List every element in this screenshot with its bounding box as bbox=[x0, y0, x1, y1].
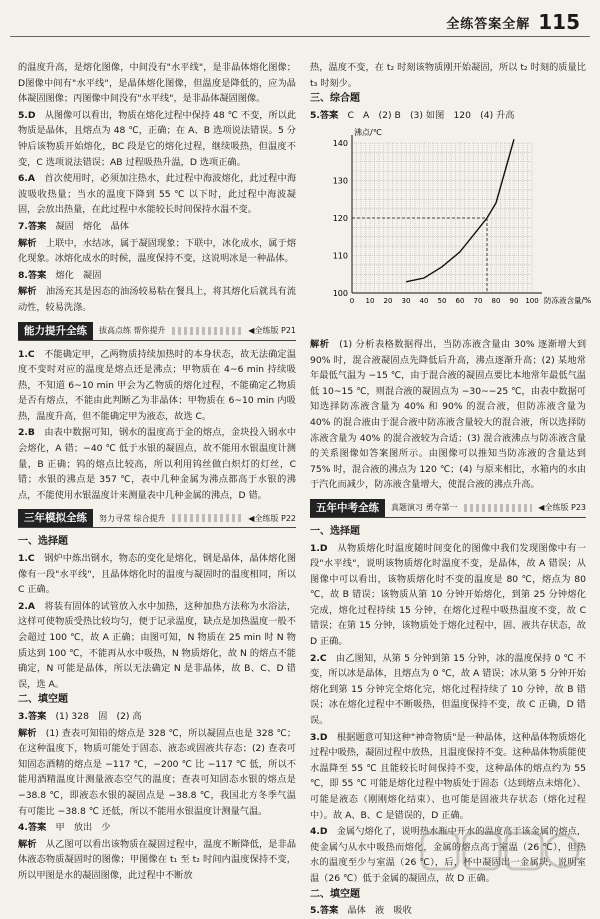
item-text: (1) 查表可知铅的熔点是 328 ℃，所以凝固点也是 328 ℃；在这种温度下，物质可能处于固态、液态或固液共存态；(2) 查表可知固态酒精的熔点是 −117 ℃，−200 ℃ 比 −117 ℃ 低，所以不能用酒精温度计测量液态空气的温度；查表可知固态水银的熔点是 −38.8 ℃，即液态水银的凝固点是 −38.8 ℃，我国北方冬季气温有可能比 −38.8 ℃ 还低，所以不能用水银温度计测量气温。 bbox=[18, 727, 297, 817]
answer-item bbox=[18, 726, 296, 820]
answer-item bbox=[310, 541, 586, 650]
chart-svg bbox=[310, 127, 592, 327]
answer-item bbox=[310, 651, 586, 729]
item-text: 根据题意可知这种"神奇物质"是一种晶体，这种晶体物质熔化过程中吸热，凝固过程中放热，且温度保持不变。这种晶体物质能使水温降至 55 ℃ 且能较长时间保持不变，这种晶体的熔点约为 55 ℃，即 55 ℃ 可能是熔化过程中物质处于固态（达到熔点未熔化）、可能是液态（刚刚熔化结束）、也可能是固液共存状态（熔化过程中）。故 A、B、C 是错误的，D 正确。 bbox=[310, 731, 587, 821]
item-tag: 解析 bbox=[18, 237, 37, 249]
banner-subtitle: 真题演习 勇夺第一 bbox=[391, 503, 458, 513]
section-heading: 三、综合题 bbox=[310, 93, 360, 105]
banner-decoration bbox=[172, 514, 243, 522]
banner-decoration bbox=[464, 504, 533, 512]
section-banner-five-year bbox=[310, 499, 586, 518]
item-tag: 4.答案 bbox=[18, 822, 47, 834]
x-tick-label: 70 bbox=[473, 297, 483, 306]
item-text: 从物质熔化时温度随时间变化的图像中我们发现图像中有一段"水平线"，说明该物质熔化时温度不变，是晶体，故 A 错误；从图像中可以看出，该物质熔化时不变的温度是 80 ℃，熔点为 80 ℃，故 B 错误；该物质从第 10 分钟开始熔化，到第 25 分钟熔化完成，熔化过程持续 15 分钟，在熔化过程中吸热温度不变，故 C 错误；在第 15 分钟，该物质处于熔化过程中，固、液共存状态，故 D 正确。 bbox=[310, 542, 587, 648]
item-text: 熔化 凝固 bbox=[55, 269, 102, 281]
series-line bbox=[406, 140, 514, 282]
answer-item bbox=[18, 820, 296, 836]
x-tick-label: 50 bbox=[437, 297, 447, 306]
item-tag: 5.答案 bbox=[310, 109, 339, 121]
section-heading: 一、选择题 bbox=[310, 525, 360, 537]
banner-title: 五年中考全练 bbox=[310, 499, 385, 517]
item-tag: 6.A bbox=[18, 173, 35, 185]
watermark-logo bbox=[420, 829, 580, 875]
item-text: 从乙图可以看出该物质在凝固过程中，温度不断降低，是非晶体液态物质凝固时的图像；甲图像在 t₁ 至 t₂ 时间内温度保持不变，所以甲图是水的凝固图像，此过程中不断放 bbox=[18, 838, 297, 881]
item-text: 将装有固体的试管放入水中加热，这种加热方法称为水浴法，这样可使物质受热比较均匀，便于记录温度，缺点是加热温度一般不会超过 100 ℃，故 A 正确；由图可知，N 物质在 25 min 时 N 物质达到 100 ℃，不能再从水中吸热，N 物质熔化，故 N 的熔点不能确定，N 可能是晶体，所以无法确定 N 是非晶体，故 B、C、D 错误，选 A。 bbox=[18, 600, 297, 690]
x-tick-label: 90 bbox=[509, 297, 519, 306]
item-tag: 3.答案 bbox=[18, 710, 47, 722]
item-text: 首次使用时，必须加注热水，此过程中海波熔化，此过程中海波吸收热量；当水的温度下降到 55 ℃ 以下时，此过程中海波凝固，会放出热量，在此过程中水能较长时间保持水温不变。 bbox=[18, 173, 297, 216]
section-heading: 二、填空题 bbox=[18, 694, 68, 706]
right-top-para: 热，温度不变，在 t₂ 时刻该物质刚开始凝固，所以 t₂ 时刻的质量比 t₃ 时刻少。 bbox=[310, 62, 586, 89]
section-banner-three-year bbox=[18, 509, 296, 528]
y-tick-label: 140 bbox=[332, 139, 348, 149]
item-text: 油汤充其是因态的油汤较易粘在餐具上，将其熔化后就具有流动性，较易洗涤。 bbox=[18, 286, 297, 313]
answer-item bbox=[310, 730, 586, 824]
item-tag: 5.D bbox=[18, 109, 36, 121]
y-tick-label: 110 bbox=[332, 251, 348, 261]
item-tag: 解析 bbox=[18, 838, 37, 850]
section-heading: 一、选择题 bbox=[18, 536, 68, 548]
x-tick-label: 0 bbox=[349, 297, 355, 306]
item-text: 上联中，水结冰，属于凝固现象；下联中，冰化成水，属于熔化现象。冰熔化成水的时候，温度保持不变，这说明冰是一种晶体。 bbox=[18, 237, 297, 265]
item-tag: 1.C bbox=[18, 348, 35, 360]
answer-item bbox=[310, 108, 586, 124]
answer-item bbox=[18, 599, 296, 693]
answer-item bbox=[18, 268, 296, 284]
item-text: 不能确定甲，乙两物质持续加热时的本身状态，故无法确定温度不变时对应的温度是熔点还是沸点；甲物质在 4~6 min 持续吸热，不知道 6~10 min 甲会为乙物质的熔化过程，不能确定乙物质是否有熔点，不能由此判断乙为非晶体；甲物质在 6~10 min 内吸热，温度升高，但不能确定甲为液态，故选 C。 bbox=[18, 348, 297, 422]
left-column bbox=[18, 60, 297, 881]
answer-item bbox=[18, 236, 296, 267]
answer-item bbox=[18, 837, 296, 884]
answer-item bbox=[18, 425, 296, 503]
banner-decoration bbox=[172, 327, 243, 335]
item-text: 由乙图知，从第 5 分钟到第 15 分钟，冰的温度保持 0 ℃ 不变，所以冰是晶体，且熔点为 0 ℃，故 A 错误；冰从第 5 分钟开始熔化到第 15 分钟完全熔化完，熔化过程持续了 10 分钟，故 B 错误；冰在熔化过程中不断吸热，但温度保持不变，故 C 正确，D 错误。 bbox=[310, 652, 586, 727]
x-tick-label: 40 bbox=[419, 297, 429, 306]
banner-ref: ◀全练版 P22 bbox=[248, 513, 296, 523]
page-header bbox=[446, 8, 580, 36]
x-tick-label: 80 bbox=[491, 297, 501, 306]
banner-ref: ◀全练版 P23 bbox=[538, 503, 586, 513]
x-tick-label: 10 bbox=[365, 297, 375, 306]
item-text: C A (2) B (3) 如图 120 (4) 升高 bbox=[347, 109, 515, 121]
item-tag: 7.答案 bbox=[18, 220, 47, 232]
item-tag: 5.答案 bbox=[310, 905, 339, 917]
x-axis-label: 防冻液含量/% bbox=[544, 296, 592, 306]
answer-item bbox=[18, 171, 296, 218]
y-tick-label: 130 bbox=[332, 176, 348, 186]
x-tick-label: 30 bbox=[401, 297, 411, 306]
item-tag: 8.答案 bbox=[18, 269, 47, 281]
x-tick-label: 20 bbox=[383, 297, 393, 306]
answer-item bbox=[310, 337, 586, 493]
item-tag: 3.D bbox=[310, 731, 328, 743]
item-text: 钢炉中炼出钢水，物态的变化是熔化，钢是晶体，晶体熔化图像有一段"水平线"，且晶体熔化时的温度与凝固时的温度相同，所以 C 正确。 bbox=[18, 553, 297, 596]
answer-item bbox=[18, 284, 296, 315]
header-divider bbox=[10, 36, 590, 37]
x-tick-label: 60 bbox=[455, 297, 465, 306]
right-column bbox=[310, 60, 592, 917]
x-tick-label: 100 bbox=[525, 297, 539, 306]
item-tag: 4.D bbox=[310, 826, 328, 838]
page-number: 115 bbox=[538, 10, 580, 34]
y-tick-label: 100 bbox=[332, 289, 348, 299]
item-text: 从图像可以看出，物质在熔化过程中保持 48 ℃ 不变，所以此物质是晶体，且熔点为 48 ℃，正确；在 A、B 选项说法错误。5 分钟后该物质开始熔化，BC 段是它的熔化过程，继续吸热，但温度不变，C 选项说法错误；AB 过程吸热升温，D 选项正确。 bbox=[18, 109, 297, 168]
item-tag: 解析 bbox=[18, 286, 37, 298]
item-tag: 2.C bbox=[310, 652, 327, 664]
item-text: 凝固 熔化 晶体 bbox=[55, 220, 129, 232]
item-text: 金属勺熔化了，说明热水瓶中开水的温度高于该金属的熔点，使金属勺从水中吸热而熔化，金属的熔点高于室温（26 ℃），但热水的温度至少与室温（26 ℃），后，杯中凝固出一金属块，说明室温（26 ℃）低于金属的凝固点，故 D 正确。 bbox=[310, 826, 587, 884]
item-tag: 2.B bbox=[18, 427, 35, 439]
banner-ref: ◀全练版 P21 bbox=[248, 325, 296, 335]
left-top-para: 的温度升高，是熔化图像，中间没有"水平线"，是非晶体熔化图像；D图像中间有"水平线"，是晶体熔化图像，但温度是降低的，应为晶体凝固图像；丙图像中间没有"水平线"，是非晶体凝固图像。 bbox=[18, 62, 296, 105]
answer-item bbox=[18, 709, 296, 725]
item-text: 由表中数据可知，钢水的温度高于金的熔点，金块投入钢水中会熔化，A 错；−40 ℃ 低于水银的凝固点，故不能用水银温度计测量，B 正确；钨的熔点比较高，所以利用钨丝做白炽灯的灯丝，C 错；水银的沸点是 357 ℃，表中几种金属为沸点都高于水银的沸点，不能使用水银温度计来测量表中几种金属的沸点，D 错。 bbox=[18, 427, 297, 501]
banner-subtitle: 拔高点练 帮你提升 bbox=[99, 325, 166, 335]
item-tag: 1.D bbox=[310, 542, 328, 554]
answer-item bbox=[18, 219, 296, 235]
item-tag: 解析 bbox=[18, 727, 37, 739]
banner-title: 三年模拟全练 bbox=[18, 509, 93, 527]
item-tag: 1.C bbox=[18, 553, 35, 565]
y-tick-label: 120 bbox=[332, 214, 348, 224]
boiling-point-chart bbox=[310, 127, 592, 333]
section-heading: 二、填空题 bbox=[310, 888, 360, 900]
item-tag: 解析 bbox=[310, 338, 330, 350]
item-text: (1) 分析表格数据得出，当防冻液含量由 30% 逐渐增大到 90% 时，混合液凝固点先降低后升高，沸点逐渐升高；(2) 某地常年最低气温为 −15 ℃，由于混合液的凝固点要比本地常年最低气温低 10~15 ℃，则混合液的凝固点为 −30~−25 ℃，由表中数据可知选择防冻液含量为 40% 和 90% 的混合液，但防冻液含量为 40% 的混合液由于混合液中防冻液含量较大的混合液，所以选择防冻液含量为 40% 的混合液较为合适；(3) 混合液沸点与防冻液含量的关系图像如答案图所示。由图像可以推知当防冻液的含量达到 75% 时，混合液的沸点为 120 ℃；(4) 与原来相比，水箱内的水由于汽化而减少，防冻液含量增大，使混合液的沸点升高。 bbox=[310, 338, 587, 491]
banner-subtitle: 努力寻常 综合提升 bbox=[99, 513, 166, 523]
answer-item bbox=[18, 347, 296, 425]
banner-title: 能力提升全练 bbox=[18, 322, 93, 340]
section-banner-ability bbox=[18, 322, 296, 341]
answer-item bbox=[18, 108, 296, 170]
y-axis-label: 沸点/℃ bbox=[354, 128, 382, 138]
item-text: 甲 放出 少 bbox=[55, 822, 111, 834]
answer-item bbox=[18, 551, 296, 598]
answer-item bbox=[310, 903, 586, 919]
item-tag: 2.A bbox=[18, 600, 35, 612]
item-text: (1) 328 固 (2) 高 bbox=[55, 710, 142, 722]
header-title: 全练答案全解 bbox=[446, 16, 531, 32]
item-text: 晶体 液 吸收 bbox=[347, 905, 412, 917]
